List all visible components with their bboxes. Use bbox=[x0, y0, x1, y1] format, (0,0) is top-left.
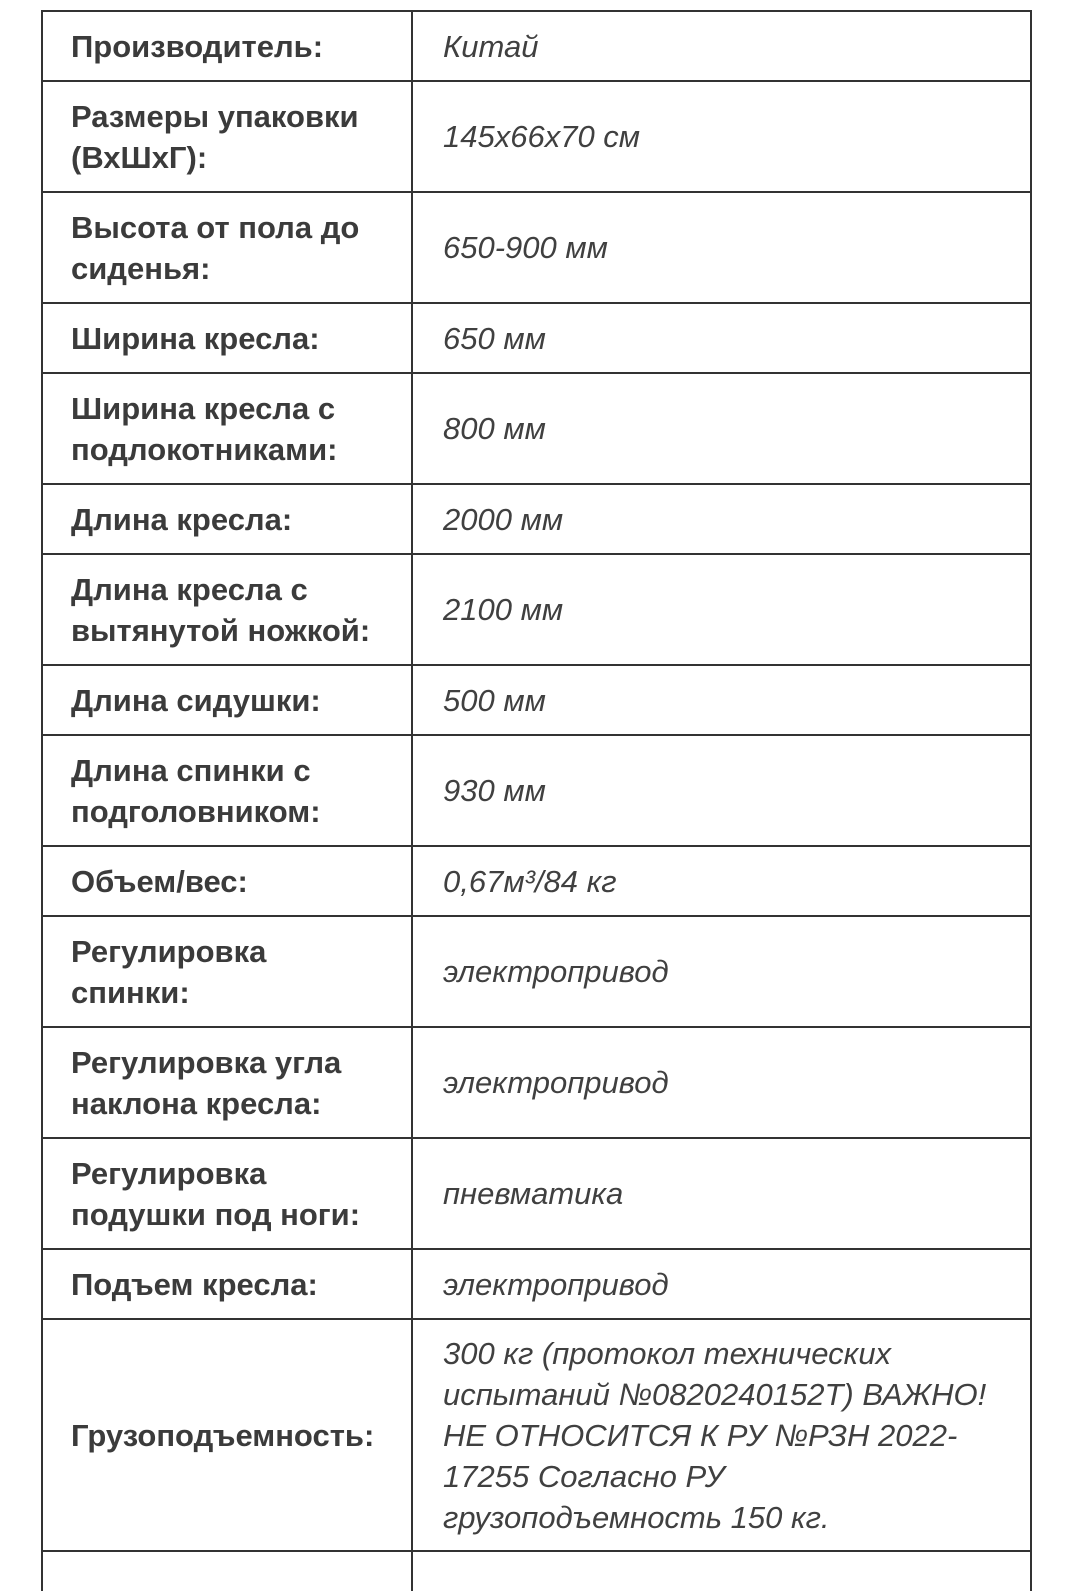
spec-label: Длина кресла: bbox=[42, 484, 412, 554]
spec-row-backrest-adjustment bbox=[42, 916, 1031, 1027]
spec-label: Высота от пола до сиденья: bbox=[42, 192, 412, 303]
spec-label: Объем/вес: bbox=[42, 846, 412, 916]
spec-label: Длина кресла с вытянутой ножкой: bbox=[42, 554, 412, 665]
spec-value: 500 мм bbox=[412, 665, 1031, 735]
spec-label: Ширина кресла с подлокотниками: bbox=[42, 373, 412, 484]
spec-row-tilt-adjustment bbox=[42, 1027, 1031, 1138]
spec-row-backrest-length bbox=[42, 735, 1031, 846]
spec-row-load-capacity bbox=[42, 1319, 1031, 1551]
spec-label: Длина спинки с подголовником: bbox=[42, 735, 412, 846]
spec-value: Китай bbox=[412, 11, 1031, 81]
spec-label-empty bbox=[42, 1551, 412, 1591]
spec-label: Длина сидушки: bbox=[42, 665, 412, 735]
spec-row-next bbox=[42, 1551, 1031, 1591]
spec-row-manufacturer bbox=[42, 11, 1031, 81]
spec-value: 650-900 мм bbox=[412, 192, 1031, 303]
specifications-table bbox=[41, 10, 1032, 1591]
spec-value: 300 кг (протокол технических испытаний №0820240152Т) ВАЖНО! НЕ ОТНОСИТСЯ К РУ №РЗН 2022-17255 Согласно РУ грузоподъемность 150 кг. bbox=[412, 1319, 1031, 1551]
spec-value: электропривод bbox=[412, 1249, 1031, 1319]
spec-value: 145х66х70 см bbox=[412, 81, 1031, 192]
spec-value: 0,67м³/84 кг bbox=[412, 846, 1031, 916]
spec-label: Грузоподъемность: bbox=[42, 1319, 412, 1551]
spec-value: 2100 мм bbox=[412, 554, 1031, 665]
spec-row-volume-weight bbox=[42, 846, 1031, 916]
spec-value: 800 мм bbox=[412, 373, 1031, 484]
spec-row-width-armrests bbox=[42, 373, 1031, 484]
spec-label: Подъем кресла: bbox=[42, 1249, 412, 1319]
spec-value-empty bbox=[412, 1551, 1031, 1591]
spec-label: Ширина кресла: bbox=[42, 303, 412, 373]
spec-row-chair-width bbox=[42, 303, 1031, 373]
spec-value: 930 мм bbox=[412, 735, 1031, 846]
spec-value: 650 мм bbox=[412, 303, 1031, 373]
spec-value: электропривод bbox=[412, 916, 1031, 1027]
spec-label: Размеры упаковки (ВхШхГ): bbox=[42, 81, 412, 192]
spec-row-seat-length bbox=[42, 665, 1031, 735]
spec-label: Регулировка угла наклона кресла: bbox=[42, 1027, 412, 1138]
spec-row-legrest-adjustment bbox=[42, 1138, 1031, 1249]
spec-row-length-extended bbox=[42, 554, 1031, 665]
spec-row-chair-length bbox=[42, 484, 1031, 554]
spec-value: пневматика bbox=[412, 1138, 1031, 1249]
spec-value: 2000 мм bbox=[412, 484, 1031, 554]
spec-label: Регулировка подушки под ноги: bbox=[42, 1138, 412, 1249]
spec-row-chair-lift bbox=[42, 1249, 1031, 1319]
spec-label: Регулировка спинки: bbox=[42, 916, 412, 1027]
spec-value: электропривод bbox=[412, 1027, 1031, 1138]
spec-row-seat-height bbox=[42, 192, 1031, 303]
spec-label: Производитель: bbox=[42, 11, 412, 81]
spec-row-package-size bbox=[42, 81, 1031, 192]
